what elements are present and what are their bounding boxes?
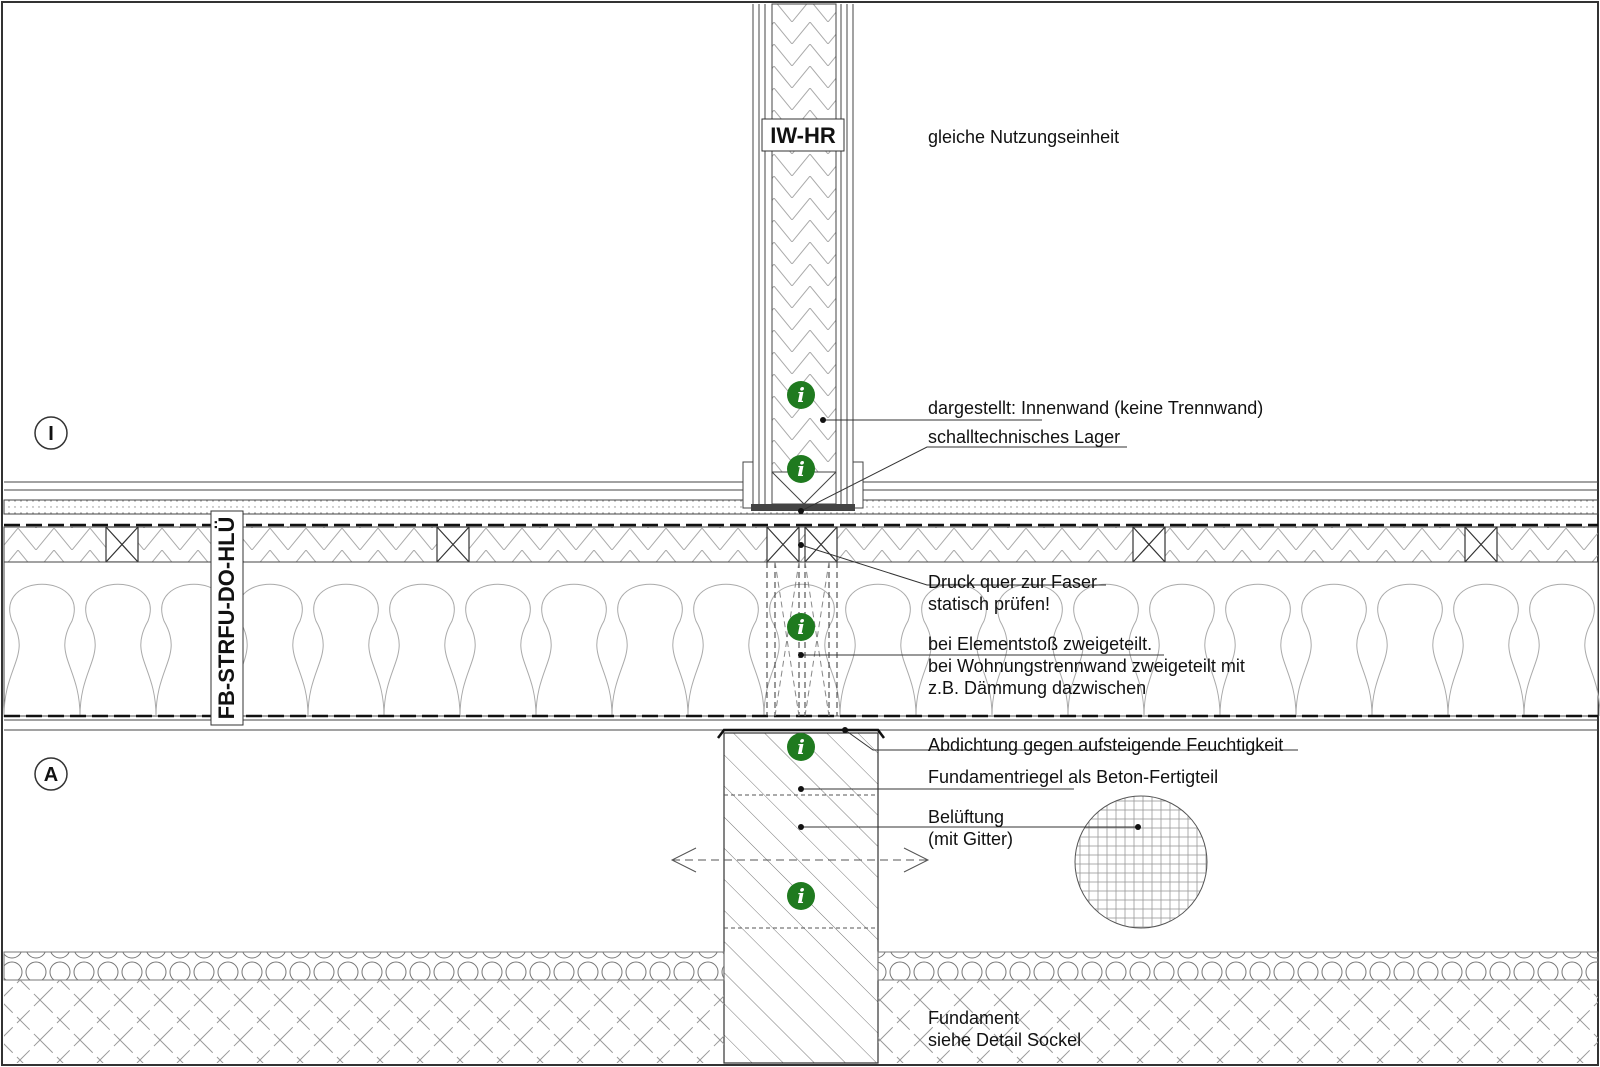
label-vent-1: Belüftung	[928, 807, 1005, 827]
label-sealing: Abdichtung gegen aufsteigende Feuchtigkeit	[928, 735, 1284, 755]
svg-text:I: I	[48, 423, 54, 445]
svg-text:IW-HR: IW-HR	[770, 123, 836, 148]
label-joint-3: z.B. Dämmung dazwischen	[928, 678, 1147, 698]
floor-tag	[211, 511, 243, 725]
label-pressure-2: statisch prüfen!	[928, 594, 1051, 614]
svg-text:i: i	[797, 735, 805, 759]
info-icon[interactable]	[787, 613, 815, 641]
interior-wall	[743, 4, 863, 511]
marker-lower	[35, 758, 67, 790]
svg-text:i: i	[797, 383, 805, 407]
label-pressure-1: Druck quer zur Faser	[928, 572, 1098, 592]
label-found-1: Fundament	[928, 1008, 1020, 1028]
svg-text:FB-STRFU-DO-HLÜ: FB-STRFU-DO-HLÜ	[214, 516, 239, 720]
wall-tag	[762, 119, 844, 151]
label-joint-1: bei Elementstoß zweigeteilt.	[928, 634, 1153, 654]
svg-text:i: i	[797, 457, 805, 481]
label-joint-2: bei Wohnungstrennwand zweigeteilt mit	[928, 656, 1245, 676]
svg-text:i: i	[797, 884, 805, 908]
label-usage: gleiche Nutzungseinheit	[928, 127, 1120, 147]
label-beam: Fundamentriegel als Beton-Fertigteil	[928, 767, 1219, 787]
info-icon[interactable]	[787, 882, 815, 910]
info-icon[interactable]	[787, 455, 815, 483]
info-icon[interactable]	[787, 733, 815, 761]
info-icon[interactable]	[787, 381, 815, 409]
ventilation-grid-symbol	[1075, 796, 1207, 928]
label-acoustic: schalltechnisches Lager	[928, 427, 1121, 447]
svg-text:i: i	[797, 615, 805, 639]
label-found-2: siehe Detail Sockel	[928, 1030, 1082, 1050]
label-shown: dargestellt: Innenwand (keine Trennwand)	[928, 398, 1264, 418]
svg-text:A: A	[43, 764, 59, 786]
label-vent-2: (mit Gitter)	[928, 829, 1013, 849]
marker-upper	[35, 417, 67, 449]
